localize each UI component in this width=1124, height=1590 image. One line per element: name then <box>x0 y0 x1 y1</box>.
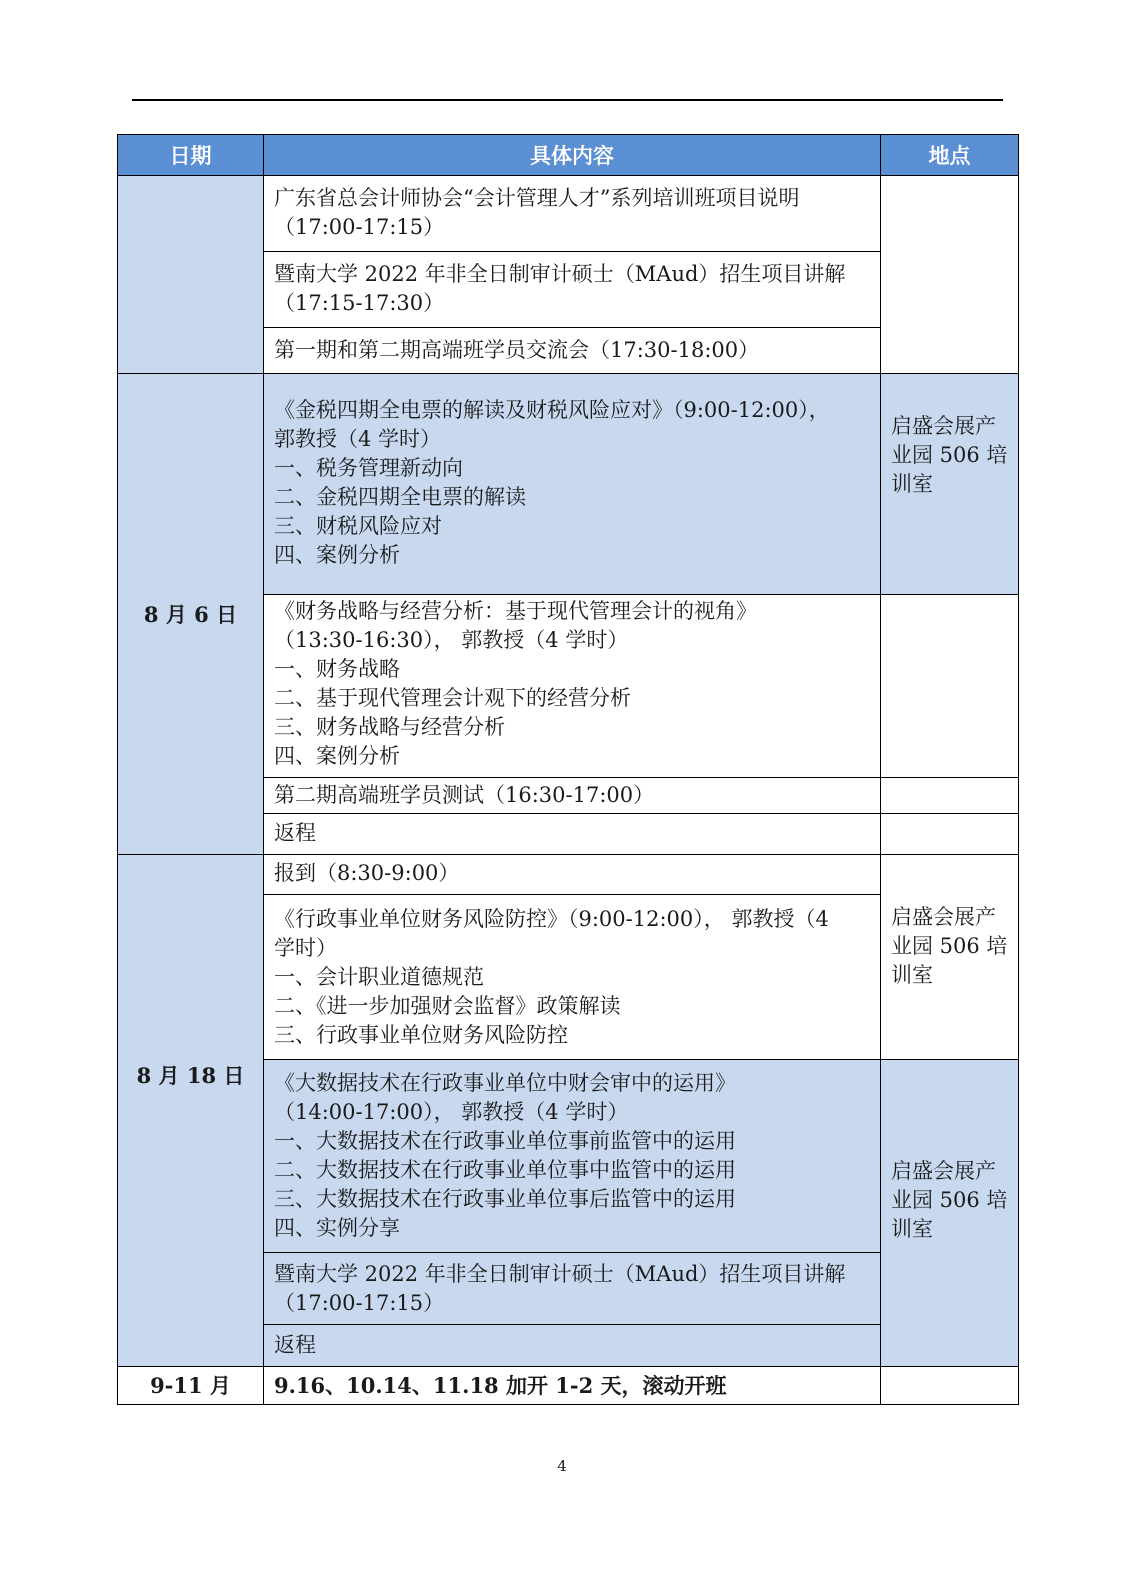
location-cell <box>881 778 1019 814</box>
schedule-table <box>117 134 1019 1405</box>
content-cell <box>264 1060 881 1253</box>
date-cell: 8 月 6 日 <box>118 374 264 855</box>
content-line: 四、案例分析 <box>274 744 400 768</box>
content-line: 返程 <box>274 1333 316 1357</box>
content-line: （17:00-17:15） <box>274 1291 445 1315</box>
content-header: 具体内容 <box>264 135 881 176</box>
header-row <box>118 135 1019 176</box>
content-cell <box>264 895 881 1060</box>
page-number: 4 <box>557 1457 567 1475</box>
content-line: 郭教授（4 学时） <box>274 427 442 451</box>
content-line: 一、税务管理新动向 <box>274 456 463 480</box>
location-cell <box>881 176 1019 374</box>
content-line: 二、基于现代管理会计观下的经营分析 <box>274 686 631 710</box>
location-line: 训室 <box>891 963 933 987</box>
content-line: 三、行政事业单位财务风险防控 <box>274 1023 568 1047</box>
location-line: 启盛会展产 <box>891 905 996 929</box>
content-line: 一、会计职业道德规范 <box>274 965 484 989</box>
content-line: （17:15-17:30） <box>274 291 445 315</box>
location-line: 业园 506 培 <box>891 443 1008 467</box>
content-cell <box>264 778 881 814</box>
content-cell <box>264 814 881 855</box>
table-row <box>118 855 1019 895</box>
date-cell <box>118 176 264 374</box>
location-line: 训室 <box>891 1217 933 1241</box>
location-header: 地点 <box>881 135 1019 176</box>
table-row <box>118 1367 1019 1405</box>
content-line: （17:00-17:15） <box>274 215 445 239</box>
content-line: 暨南大学 2022 年非全日制审计硕士（MAud）招生项目讲解 <box>274 1262 846 1286</box>
content-cell <box>264 1325 881 1367</box>
content-cell <box>264 252 881 328</box>
content-cell <box>264 176 881 252</box>
content-line: 《大数据技术在行政事业单位中财会审中的运用》 <box>274 1071 736 1095</box>
content-line: 学时） <box>274 936 337 960</box>
content-cell: 9.16、10.14、11.18 加开 1-2 天，滚动开班 <box>264 1367 881 1405</box>
content-line: 广东省总会计师协会“会计管理人才”系列培训班项目说明 <box>274 186 800 210</box>
location-cell <box>881 1367 1019 1405</box>
date-header: 日期 <box>118 135 264 176</box>
content-line: 《行政事业单位财务风险防控》（9:00-12:00）， 郭教授（4 <box>274 907 829 931</box>
content-line: 四、实例分享 <box>274 1216 400 1240</box>
content-line: 返程 <box>274 821 316 845</box>
content-line: 二、《进一步加强财会监督》政策解读 <box>274 994 621 1018</box>
content-line: 四、案例分析 <box>274 543 400 567</box>
content-line: 第二期高端班学员测试（16:30-17:00） <box>274 783 655 807</box>
content-line: 三、财税风险应对 <box>274 514 442 538</box>
location-cell <box>881 1060 1019 1367</box>
location-cell <box>881 374 1019 595</box>
table-row <box>118 374 1019 595</box>
content-line: （13:30-16:30）， 郭教授（4 学时） <box>274 628 629 652</box>
location-line: 业园 506 培 <box>891 934 1008 958</box>
date-cell: 8 月 18 日 <box>118 855 264 1367</box>
content-line: 第一期和第二期高端班学员交流会（17:30-18:00） <box>274 338 760 362</box>
content-line: 《财务战略与经营分析：基于现代管理会计的视角》 <box>274 599 757 623</box>
location-cell <box>881 814 1019 855</box>
content-cell <box>264 374 881 595</box>
date-cell: 9-11 月 <box>118 1367 264 1405</box>
content-line: （14:00-17:00）， 郭教授（4 学时） <box>274 1100 629 1124</box>
content-cell <box>264 855 881 895</box>
header-rule <box>132 99 1003 101</box>
content-line: 二、金税四期全电票的解读 <box>274 485 526 509</box>
content-cell <box>264 328 881 374</box>
location-line: 训室 <box>891 472 933 496</box>
content-line: 报到（8:30-9:00） <box>274 861 460 885</box>
location-line: 启盛会展产 <box>891 414 996 438</box>
location-line: 业园 506 培 <box>891 1188 1008 1212</box>
location-line: 启盛会展产 <box>891 1159 996 1183</box>
content-line: 一、财务战略 <box>274 657 400 681</box>
table-row <box>118 176 1019 252</box>
location-cell <box>881 595 1019 778</box>
content-line: 二、大数据技术在行政事业单位事中监管中的运用 <box>274 1158 736 1182</box>
content-cell <box>264 595 881 778</box>
content-line: 三、大数据技术在行政事业单位事后监管中的运用 <box>274 1187 736 1211</box>
location-cell <box>881 855 1019 1060</box>
content-line: 《金税四期全电票的解读及财税风险应对》（9:00-12:00）， <box>274 398 830 422</box>
content-line: 暨南大学 2022 年非全日制审计硕士（MAud）招生项目讲解 <box>274 262 846 286</box>
content-line: 一、大数据技术在行政事业单位事前监管中的运用 <box>274 1129 736 1153</box>
content-line: 三、财务战略与经营分析 <box>274 715 505 739</box>
content-cell <box>264 1253 881 1325</box>
